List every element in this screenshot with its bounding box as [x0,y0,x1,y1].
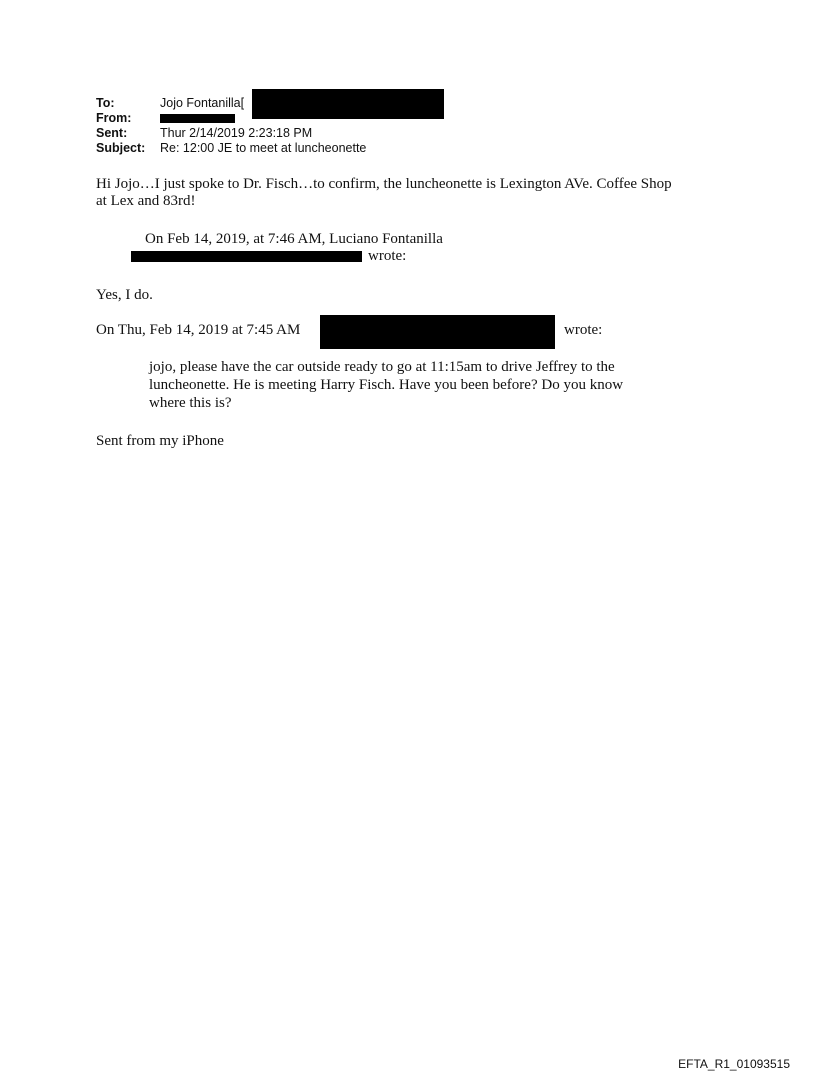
sent-value: Thur 2/14/2019 2:23:18 PM [160,126,313,140]
quoted-line-1: jojo, please have the car outside ready to go at 11:15am to drive Jeffrey to the [149,359,615,375]
subject-label: Subject: [96,141,146,155]
subject-row [96,141,366,156]
body-line-1: Hi Jojo…I just spoke to Dr. Fisch…to confirm, the luncheonette is Lexington AVe. Coffee Shop [96,176,672,192]
sent-row [96,126,312,141]
to-value: Jojo Fontanilla[ [160,96,245,110]
quote1-wrote: wrote: [368,248,407,264]
subject-value: Re: 12:00 JE to meet at luncheonette [160,141,367,155]
quoted-line-2: luncheonette. He is meeting Harry Fisch. Have you been before? Do you know [149,377,624,393]
body-line-2: at Lex and 83rd! [96,193,196,209]
to-label: To: [96,96,115,110]
quote2-prefix: On Thu, Feb 14, 2019 at 7:45 AM [96,322,301,338]
redaction-box-from [160,114,235,123]
quote2-wrote: wrote: [564,322,603,338]
redaction-box-to [252,89,444,119]
to-row [96,96,244,111]
from-label: From: [96,111,132,125]
signature: Sent from my iPhone [96,433,224,449]
document-id: EFTA_R1_01093515 [678,1057,790,1071]
quoted-line-3: where this is? [149,395,232,411]
sent-label: Sent: [96,126,128,140]
quote1-header: On Feb 14, 2019, at 7:46 AM, Luciano Fontanilla [145,231,443,247]
redaction-box-sender-2 [320,315,555,349]
redaction-box-email-1 [131,251,362,262]
from-row [96,111,160,126]
reply-text: Yes, I do. [96,287,153,303]
